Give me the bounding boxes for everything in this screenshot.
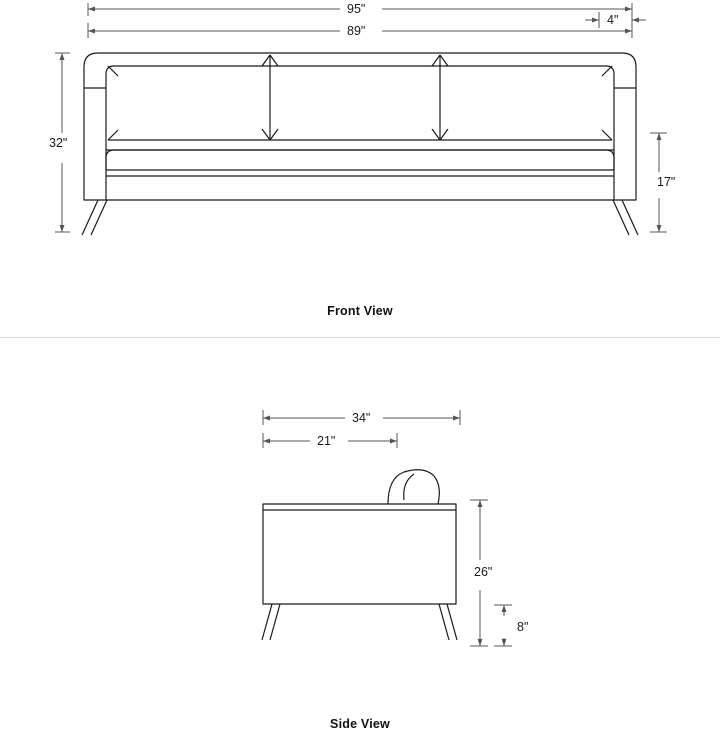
dim-label-overall-height: 32" (45, 136, 71, 150)
dim-label-overall-width: 95" (343, 2, 369, 16)
side-sofa-outline (262, 470, 457, 640)
side-view-caption: Side View (330, 717, 390, 731)
dim-label-leg-height: 8" (513, 620, 532, 634)
front-view-drawing (0, 0, 720, 340)
section-divider (0, 337, 720, 338)
dim-label-inner-width: 89" (343, 24, 369, 38)
dim-label-seat-depth: 21" (313, 434, 339, 448)
side-view-drawing (0, 400, 720, 740)
dim-label-overall-depth: 34" (348, 411, 374, 425)
dim-label-seat-height: 17" (653, 175, 679, 189)
dim-label-back-height: 26" (470, 565, 496, 579)
front-view-caption: Front View (327, 304, 393, 318)
dim-label-arm-offset: 4" (603, 13, 622, 27)
dimension-leg-height (494, 605, 512, 646)
front-sofa-outline (82, 53, 638, 235)
